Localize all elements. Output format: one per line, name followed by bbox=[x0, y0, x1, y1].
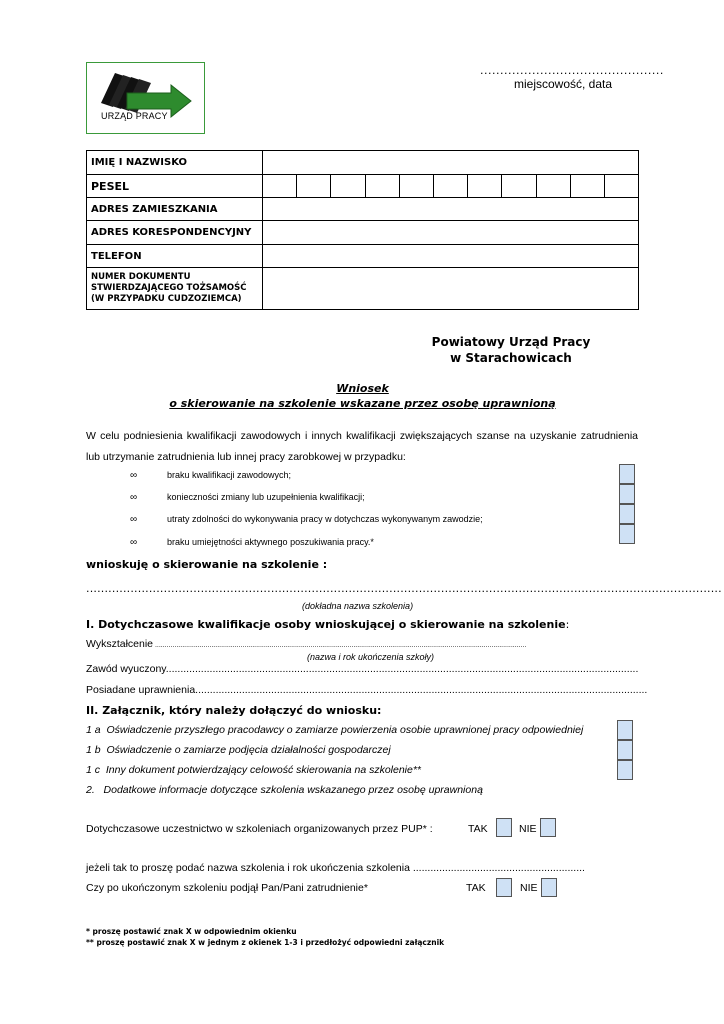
footnote-one: * proszę postawić znak X w odpowiednim okienku bbox=[86, 927, 297, 936]
name-field[interactable] bbox=[263, 151, 639, 175]
prior-details-line[interactable]: jeżeli tak to proszę podać nazwa szkolenia i rok ukończenia szkolenia ........................................................... bbox=[86, 862, 585, 874]
pesel-digit[interactable] bbox=[570, 175, 604, 197]
title-line: Wniosek bbox=[336, 382, 389, 395]
pesel-digit[interactable] bbox=[501, 175, 535, 197]
employment-no-label: NIE bbox=[520, 882, 538, 894]
reason-checkbox[interactable] bbox=[619, 524, 635, 544]
profession-line bbox=[86, 663, 638, 675]
reason-text: utraty zdolności do wykonywania pracy w dotychczas wykonywanym zawodzie; bbox=[167, 514, 483, 524]
office-logo bbox=[86, 62, 205, 134]
footnote-two: ** proszę postawić znak X w jednym z okienek 1-3 i przedłożyć odpowiedni załącznik bbox=[86, 938, 445, 947]
address-label: ADRES ZAMIESZKANIA bbox=[87, 198, 263, 221]
id-document-label-line: STWIERDZAJĄCEGO TOŻSAMOŚĆ bbox=[91, 283, 247, 293]
infinity-bullet-icon: ∞ bbox=[130, 492, 138, 503]
pesel-field[interactable] bbox=[263, 175, 639, 198]
pesel-digit[interactable] bbox=[365, 175, 399, 197]
infinity-bullet-icon: ∞ bbox=[130, 537, 138, 548]
attachment-item bbox=[86, 764, 421, 776]
infinity-bullet-icon: ∞ bbox=[130, 470, 138, 481]
correspondence-field[interactable] bbox=[263, 221, 639, 245]
training-caption: (dokładna nazwa szkolenia) bbox=[302, 601, 414, 611]
request-label: wnioskuję o skierowanie na szkolenie : bbox=[86, 558, 328, 571]
pesel-digit[interactable] bbox=[399, 175, 433, 197]
permissions-label: Posiadane uprawnienia bbox=[86, 684, 196, 696]
attachment-item bbox=[86, 784, 483, 796]
pesel-digit[interactable] bbox=[296, 175, 330, 197]
address-field[interactable] bbox=[263, 198, 639, 221]
attachment-text: Oświadczenie przyszłego pracodawcy o zamiarze powierzenia osobie uprawnionej pracy odpowiedniej bbox=[106, 724, 584, 736]
reason-item bbox=[130, 537, 374, 548]
attachment-item bbox=[86, 744, 391, 756]
id-document-field[interactable] bbox=[263, 268, 639, 310]
pesel-digit[interactable] bbox=[536, 175, 570, 197]
pesel-digit[interactable] bbox=[330, 175, 364, 197]
pesel-label: PESEL bbox=[87, 175, 263, 198]
prior-participation-yes-checkbox[interactable] bbox=[496, 818, 512, 837]
attachment-text: Inny dokument potwierdzający celowość skierowania na szkolenie** bbox=[105, 764, 422, 776]
place-date-dots: .............................................. bbox=[480, 64, 664, 77]
office-line: Powiatowy Urząd Pracy bbox=[431, 335, 591, 349]
employment-no-checkbox[interactable] bbox=[541, 878, 557, 897]
section1-colon: : bbox=[565, 618, 570, 631]
name-label: IMIĘ I NAZWISKO bbox=[87, 151, 263, 175]
reason-item bbox=[130, 470, 291, 481]
attachment-checkbox[interactable] bbox=[617, 720, 633, 740]
attachment-checkbox[interactable] bbox=[617, 740, 633, 760]
employment-yes-checkbox[interactable] bbox=[496, 878, 512, 897]
pesel-digit[interactable] bbox=[604, 175, 638, 197]
reason-text: braku kwalifikacji zawodowych; bbox=[167, 470, 292, 480]
attachment-number: 1 b bbox=[86, 744, 101, 756]
section1-title-text: I. Dotychczasowe kwalifikacje osoby wnioskującej o skierowanie na szkolenie bbox=[86, 618, 566, 631]
education-label: Wykształcenie bbox=[86, 638, 154, 650]
reason-text: konieczności zmiany lub uzupełnienia kwalifikacji; bbox=[167, 492, 365, 502]
employment-yes-label: TAK bbox=[466, 882, 486, 894]
reason-checkbox[interactable] bbox=[619, 504, 635, 524]
reason-text: braku umiejętności aktywnego poszukiwania pracy.* bbox=[167, 537, 374, 547]
permissions-field[interactable]: ........................................................................................................................................................... bbox=[195, 684, 648, 696]
training-name-field[interactable]: ............................................................................................................................................................................ bbox=[86, 582, 722, 595]
attachment-checkbox[interactable] bbox=[617, 760, 633, 780]
id-document-label-line: NUMER DOKUMENTU bbox=[91, 272, 191, 282]
education-field[interactable]: ............................................................................................................................................................................................... bbox=[153, 642, 527, 649]
logo-text: URZĄD PRACY bbox=[101, 111, 168, 121]
section2-title: II. Załącznik, który należy dołączyć do wniosku: bbox=[86, 704, 382, 717]
applicant-table bbox=[86, 150, 639, 310]
attachment-number: 2. bbox=[86, 784, 95, 796]
prior-participation-yes-label: TAK bbox=[468, 823, 488, 835]
id-document-label-line: (W PRZYPADKU CUDZOZIEMCA) bbox=[91, 294, 242, 304]
profession-field[interactable]: .................................................................................................................................................................. bbox=[165, 663, 639, 675]
education-caption: (nazwa i rok ukończenia szkoły) bbox=[307, 652, 435, 662]
pesel-digit[interactable] bbox=[467, 175, 501, 197]
pesel-digit[interactable] bbox=[263, 175, 296, 197]
phone-label: TELEFON bbox=[87, 245, 263, 268]
reason-checkbox[interactable] bbox=[619, 464, 635, 484]
id-document-label bbox=[87, 268, 263, 310]
employment-question: Czy po ukończonym szkoleniu podjął Pan/Pani zatrudnienie* bbox=[86, 882, 368, 894]
reason-item bbox=[130, 492, 365, 503]
title-line: o skierowanie na szkolenie wskazane przez osobę uprawnioną bbox=[169, 397, 556, 410]
pesel-digit[interactable] bbox=[433, 175, 467, 197]
logo-graphic-icon bbox=[87, 63, 204, 133]
office-name bbox=[431, 334, 591, 366]
prior-participation-no-label: NIE bbox=[519, 823, 537, 835]
section1-title bbox=[86, 618, 569, 631]
attachment-item bbox=[86, 724, 583, 736]
place-date-label: miejscowość, data bbox=[514, 77, 613, 91]
attachment-text: Dodatkowe informacje dotyczące szkolenia wskazanego przez osobę uprawnioną bbox=[103, 784, 483, 796]
reason-checkbox[interactable] bbox=[619, 484, 635, 504]
phone-field[interactable] bbox=[263, 245, 639, 268]
profession-label: Zawód wyuczony bbox=[86, 663, 166, 675]
intro-paragraph: W celu podniesienia kwalifikacji zawodowych i innych kwalifikacji zwiększających szanse na uzyskanie zatrudnienia lub utrzymanie zatrudnienia lub innej pracy zarobkowej w przypadku: bbox=[86, 430, 638, 463]
office-line: w Starachowicach bbox=[450, 351, 572, 365]
prior-participation-question: Dotychczasowe uczestnictwo w szkoleniach organizowanych przez PUP* : bbox=[86, 823, 433, 835]
attachment-number: 1 a bbox=[86, 724, 101, 736]
document-title bbox=[86, 381, 639, 411]
permissions-line bbox=[86, 684, 648, 696]
education-line bbox=[86, 638, 638, 650]
reason-item bbox=[130, 514, 483, 525]
correspondence-label: ADRES KORESPONDENCYJNY bbox=[87, 221, 263, 245]
prior-participation-no-checkbox[interactable] bbox=[540, 818, 556, 837]
attachment-number: 1 c bbox=[86, 764, 101, 776]
attachment-text: Oświadczenie o zamiarze podjęcia działalności gospodarczej bbox=[106, 744, 391, 756]
infinity-bullet-icon: ∞ bbox=[130, 514, 138, 525]
